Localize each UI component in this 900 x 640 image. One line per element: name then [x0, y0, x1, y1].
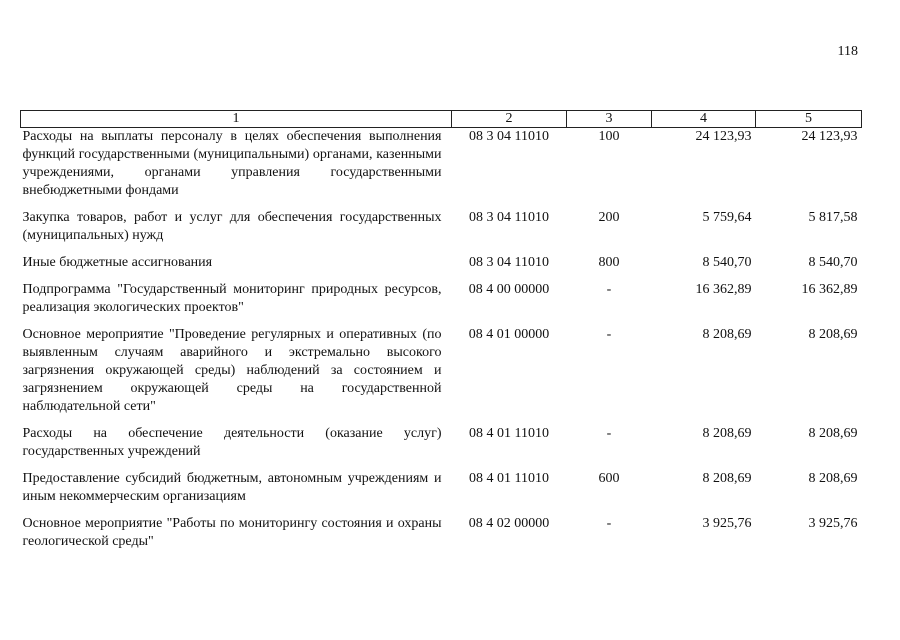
- table-row: [21, 128, 862, 210]
- table-row: [21, 209, 862, 254]
- row-name: Расходы на выплаты персоналу в целях обеспечения выполнения функций государственными (муниципальными) органами, казенными учреждениями, органами управления государственными внебюджетными фондами: [22, 129, 442, 198]
- table-row: [21, 425, 862, 470]
- row-code: 08 4 01 11010: [469, 426, 549, 441]
- row-amount-1: 8 208,69: [702, 327, 752, 342]
- row-type: 600: [598, 471, 620, 486]
- column-header-3: 3: [567, 111, 652, 128]
- row-code: 08 4 02 00000: [468, 516, 550, 531]
- row-amount-2: 8 540,70: [808, 255, 858, 270]
- row-amount-1: 16 362,89: [695, 282, 752, 297]
- row-amount-2: 8 208,69: [808, 327, 858, 342]
- row-code: 08 3 04 11010: [469, 129, 549, 144]
- row-name: Подпрограмма "Государственный мониторинг природных ресурсов, реализация экологических проектов": [22, 282, 442, 315]
- row-name: Расходы на обеспечение деятельности (оказание услуг) государственных учреждений: [22, 426, 442, 459]
- table-row: [21, 254, 862, 281]
- row-type: -: [606, 282, 612, 297]
- table-row: [21, 281, 862, 326]
- page-number: 118: [837, 44, 858, 59]
- column-header-2: 2: [452, 111, 567, 128]
- row-amount-2: 5 817,58: [808, 210, 858, 225]
- row-code: 08 3 04 11010: [469, 210, 549, 225]
- column-header-5: 5: [756, 111, 862, 128]
- row-code: 08 4 01 00000: [468, 327, 550, 342]
- row-amount-1: 8 540,70: [702, 255, 752, 270]
- column-header-1: 1: [21, 111, 452, 128]
- row-amount-1: 24 123,93: [695, 129, 752, 144]
- table-row: [21, 470, 862, 515]
- row-amount-1: 8 208,69: [702, 426, 752, 441]
- row-type: 100: [598, 129, 620, 144]
- row-amount-1: 3 925,76: [702, 516, 752, 531]
- row-type: -: [606, 426, 612, 441]
- row-type: 800: [598, 255, 620, 270]
- row-amount-1: 5 759,64: [702, 210, 752, 225]
- row-code: 08 4 00 00000: [468, 282, 550, 297]
- row-type: 200: [598, 210, 620, 225]
- row-code: 08 3 04 11010: [469, 255, 549, 270]
- table-row: [21, 326, 862, 425]
- row-type: -: [606, 327, 612, 342]
- row-amount-2: 8 208,69: [808, 426, 858, 441]
- row-name: Иные бюджетные ассигнования: [22, 255, 213, 270]
- row-amount-2: 24 123,93: [801, 129, 858, 144]
- table-row: [21, 515, 862, 560]
- row-amount-2: 8 208,69: [808, 471, 858, 486]
- row-name: Закупка товаров, работ и услуг для обеспечения государственных (муниципальных) нужд: [22, 210, 442, 243]
- row-amount-1: 8 208,69: [702, 471, 752, 486]
- header-row: [21, 111, 862, 128]
- budget-table: [20, 110, 862, 560]
- row-type: -: [606, 516, 612, 531]
- row-code: 08 4 01 11010: [469, 471, 549, 486]
- column-header-4: 4: [652, 111, 756, 128]
- row-name: Основное мероприятие "Проведение регулярных и оперативных (по выявленным случаям аварийного и экстремально высокого загрязнения окружающей среды) наблюдений за состоянием и загрязнением окружающей среды на государственной наблюдательной сети": [22, 327, 442, 414]
- row-name: Основное мероприятие "Работы по мониторингу состояния и охраны геологической среды": [22, 516, 442, 549]
- row-amount-2: 3 925,76: [808, 516, 858, 531]
- row-name: Предоставление субсидий бюджетным, автономным учреждениям и иным некоммерческим организациям: [22, 471, 442, 504]
- row-amount-2: 16 362,89: [801, 282, 858, 297]
